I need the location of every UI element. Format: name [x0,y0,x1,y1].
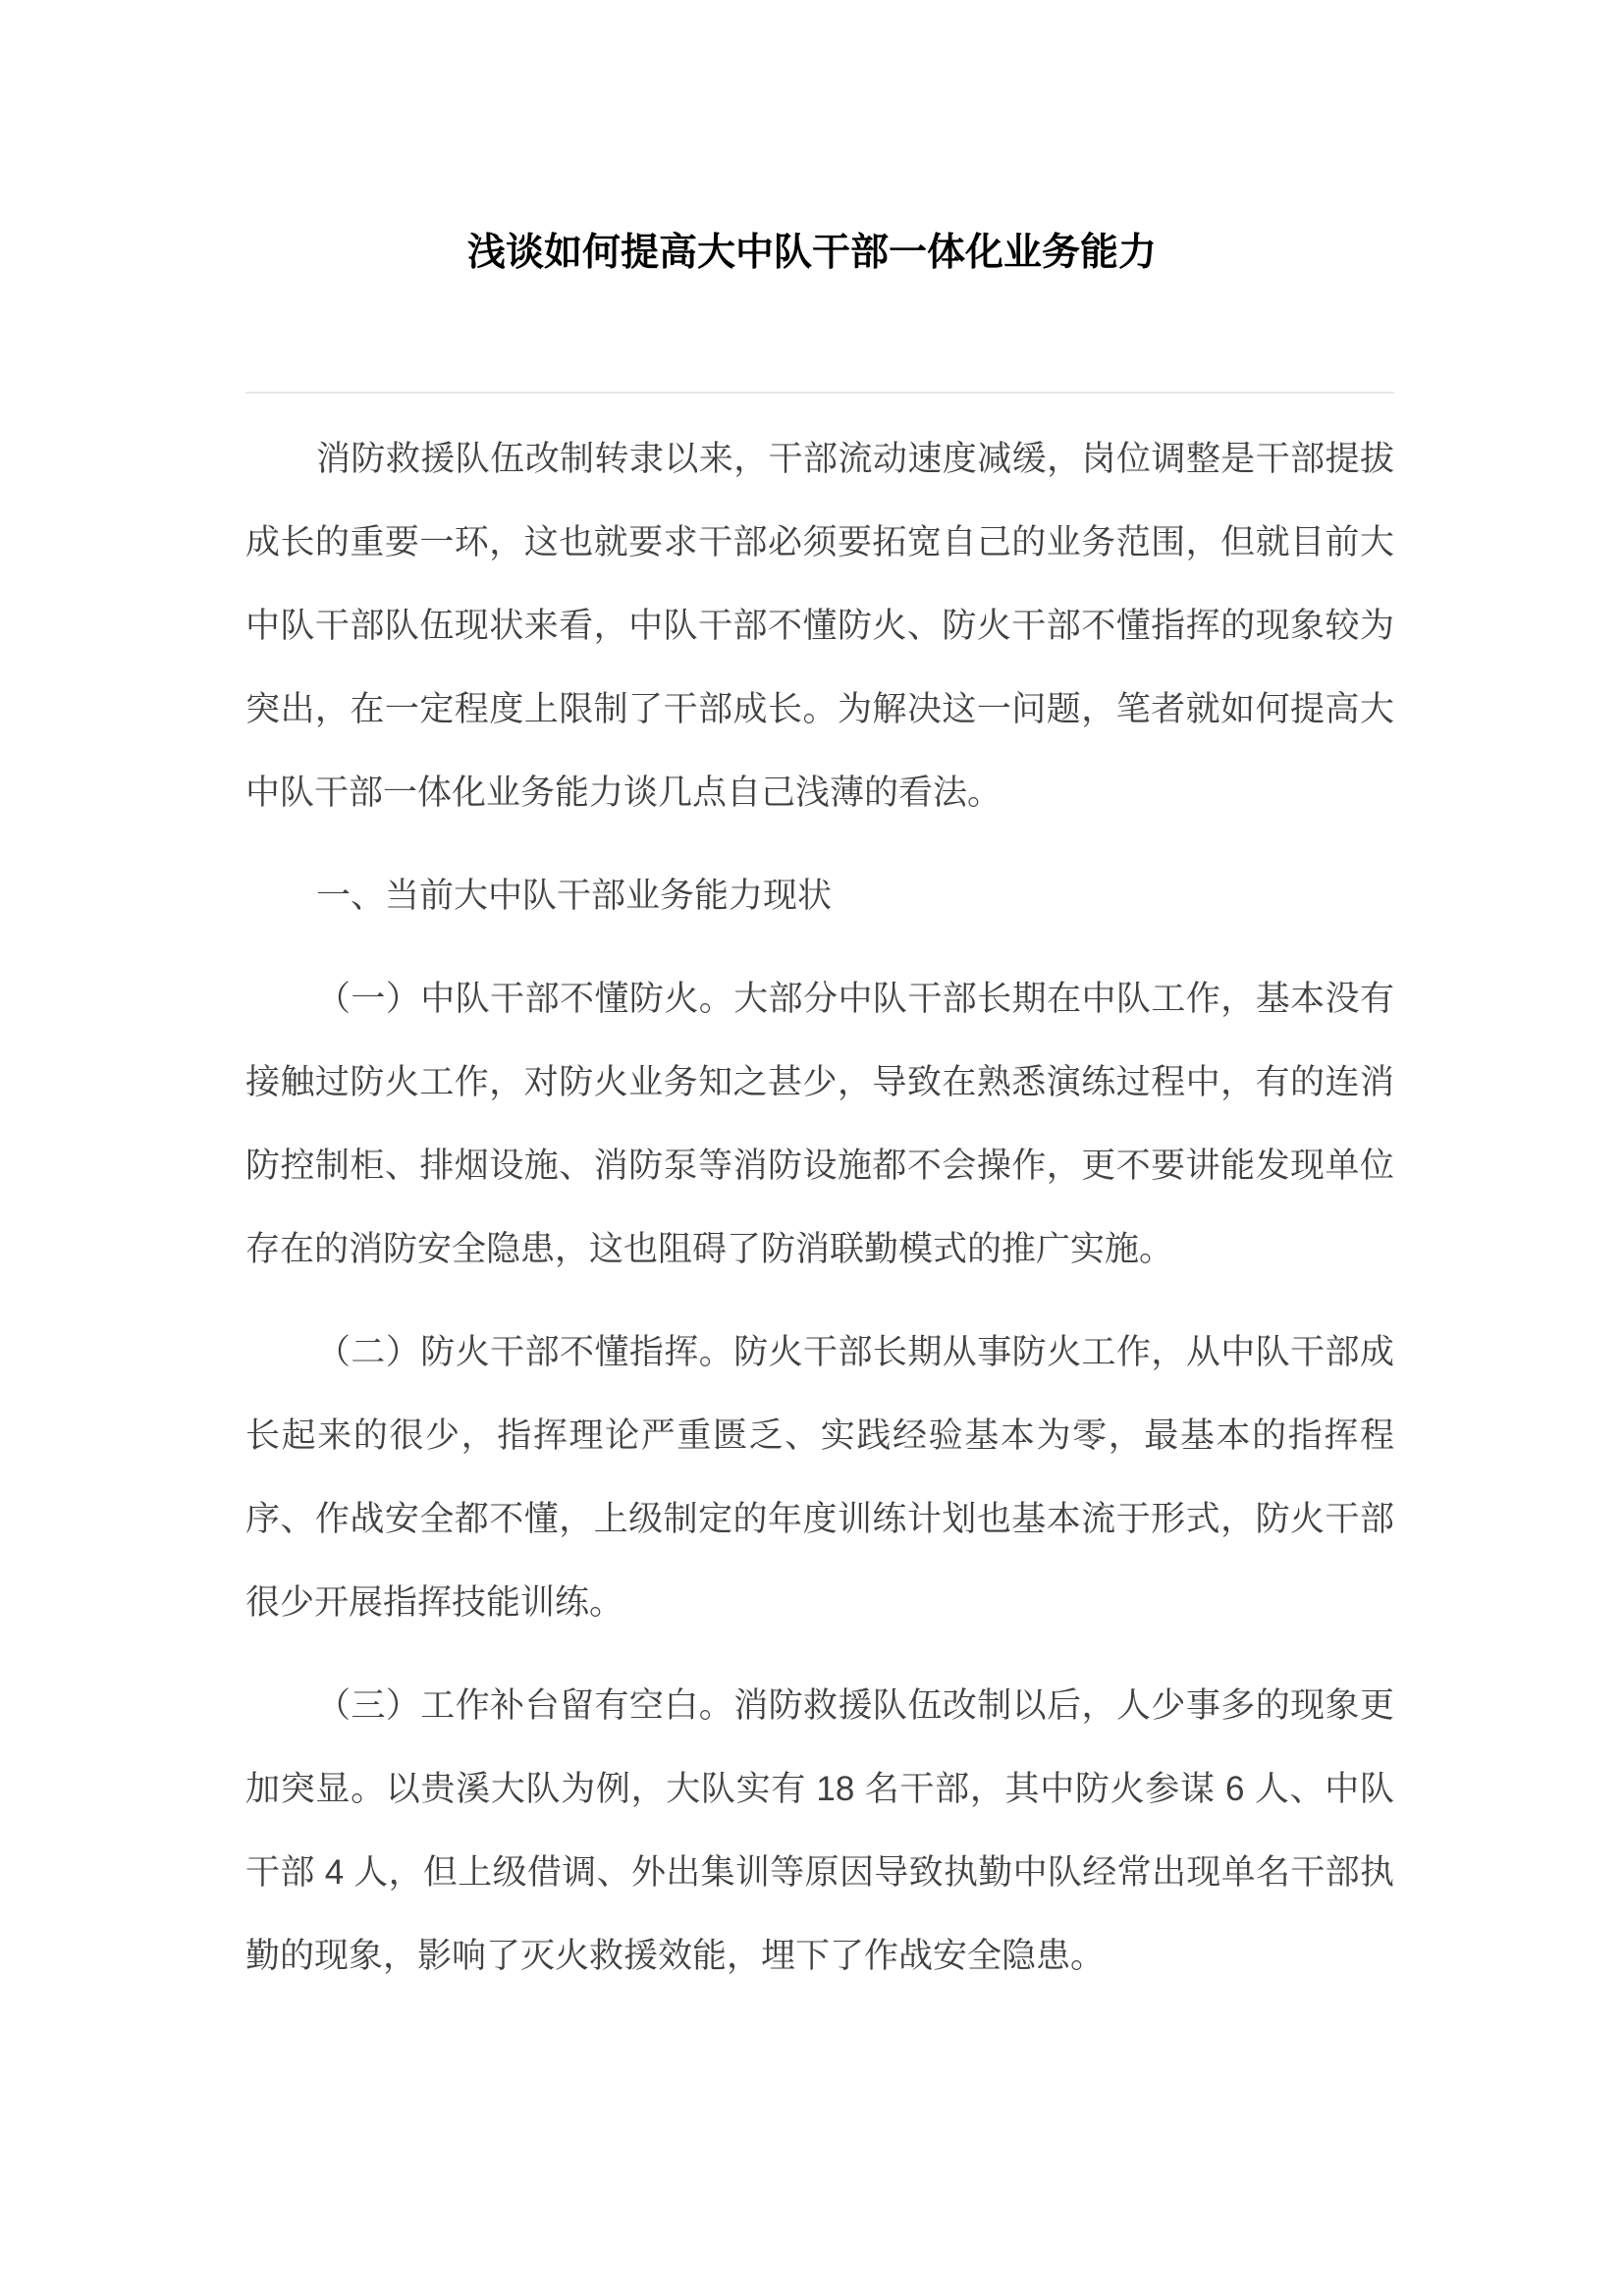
paragraph-item-two: （二）防火干部不懂指挥。防火干部长期从事防火工作，从中队干部成长起来的很少，指挥理论严重匮乏、实践经验基本为零，最基本的指挥程序、作战安全都不懂，上级制定的年度训练计划也基本流于形式，防火干部很少开展指挥技能训练。 [245,1333,1394,1622]
paragraph-intro: 消防救援队伍改制转隶以来，干部流动速度减缓，岗位调整是干部提拔成长的重要一环，这也就要求干部必须要拓宽自己的业务范围，但就目前大中队干部队伍现状来看，中队干部不懂防火、防火干部不懂指挥的现象较为突出，在一定程度上限制了干部成长。为解决这一问题，笔者就如何提高大中队干部一体化业务能力谈几点自己浅薄的看法。 [245,440,1394,812]
document-body [245,417,1394,1998]
paragraph-item-three: （三）工作补台留有空白。消防救援队伍改制以后，人少事多的现象更加突显。以贵溪大队为例，大队实有 18 名干部，其中防火参谋 6 人、中队干部 4 人，但上级借调、外出集训等原因导致执勤中队经常出现单名干部执勤的现象，影响了灭火救援效能，埋下了作战安全隐患。 [245,1686,1394,1975]
section-heading-current-status: 一、当前大中队干部业务能力现状 [316,877,833,915]
paragraph-item-one: （一）中队干部不懂防火。大部分中队干部长期在中队工作，基本没有接触过防火工作，对防火业务知之甚少，导致在熟悉演练过程中，有的连消防控制柜、排烟设施、消防泵等消防设施都不会操作，更不要讲能发现单位存在的消防安全隐患，这也阻碍了防消联勤模式的推广实施。 [245,980,1394,1268]
page-title: 浅谈如何提高大中队干部一体化业务能力 [466,232,1157,274]
title-divider [245,392,1394,394]
